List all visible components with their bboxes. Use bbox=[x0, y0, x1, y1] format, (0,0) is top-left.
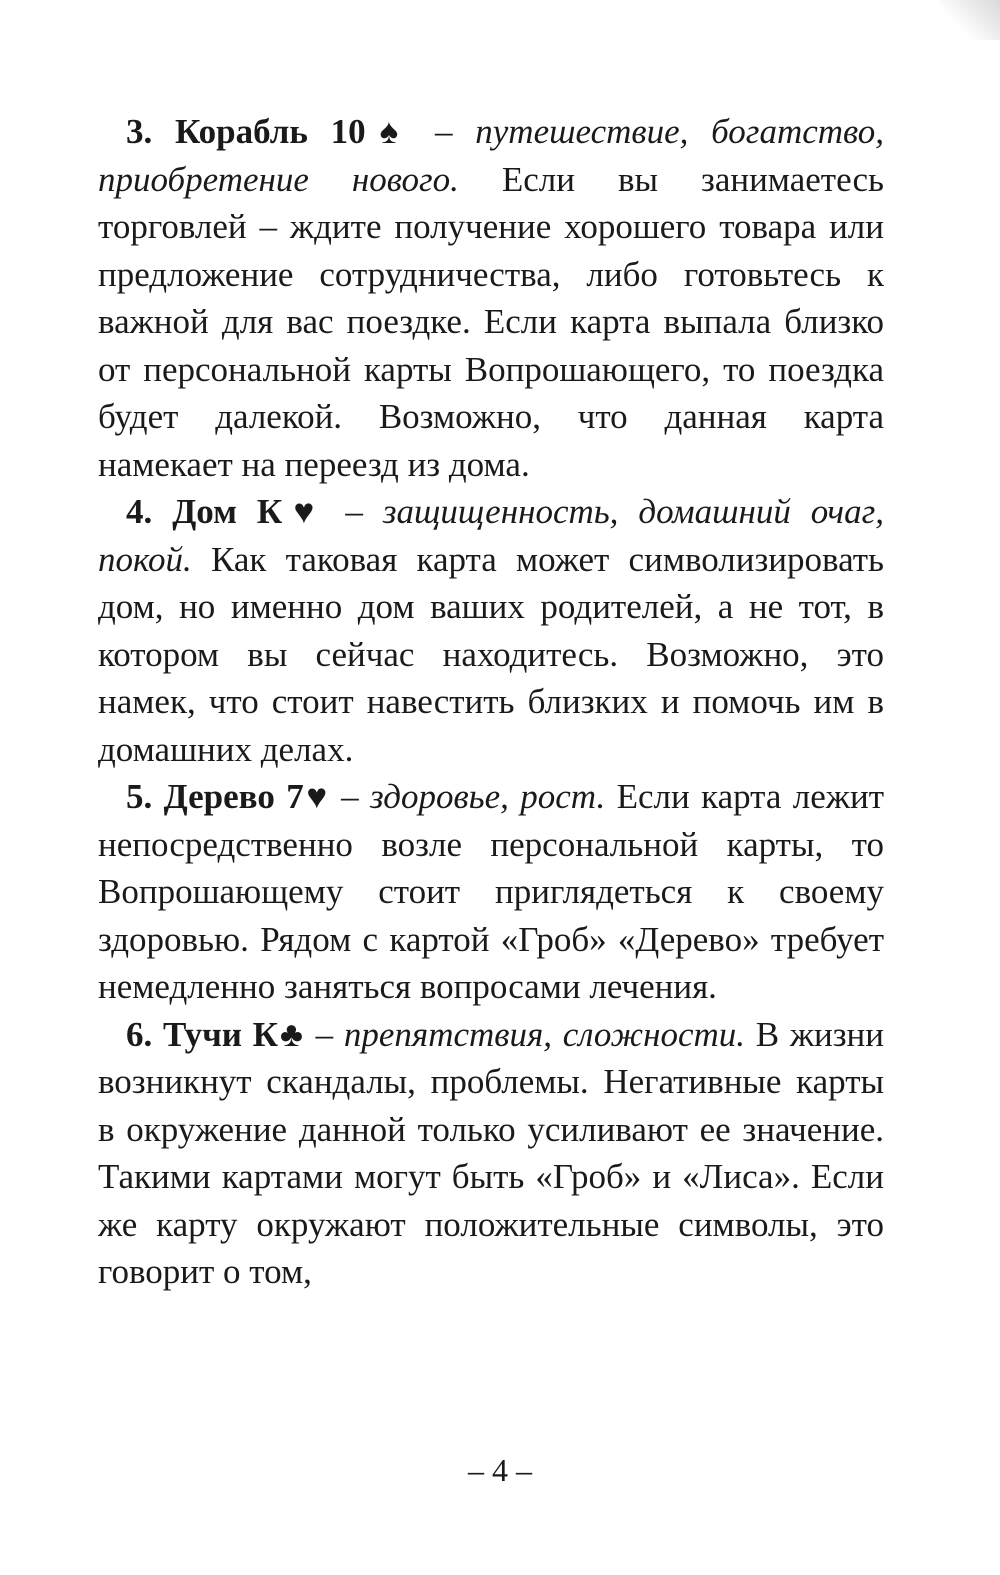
page-body bbox=[98, 108, 884, 1296]
entry-title: 4. Дом К♥ bbox=[126, 492, 326, 531]
entry-text: В жизни возникнут скандалы, проблемы. Негативные карты в окружение данной только усиливают ее значение. Такими картами могут быть «Гроб» и «Лиса». Если же карту окружают положительные символы, это говорит о том, bbox=[98, 1014, 885, 1291]
entry-keywords: здоровье, рост. bbox=[370, 777, 606, 816]
entry-title: 5. Дерево 7♥ bbox=[126, 777, 330, 816]
entry-dash: – bbox=[412, 112, 476, 151]
entry-keywords: защищенность, домашний очаг, покой. bbox=[98, 492, 884, 579]
entry-keywords: путешествие, богатство, приобретение нового. bbox=[98, 112, 885, 199]
entry-text: Если карта лежит непосредственно возле персональной карты, то Вопрошающему стоит приглядеться к своему здоровью. Рядом с картой «Гроб» «Дерево» требует немедленно заняться вопросами лечения. bbox=[98, 777, 885, 1006]
entry-dash: – bbox=[329, 777, 371, 816]
entry-title: 6. Тучи К♣ bbox=[126, 1014, 305, 1054]
page-number: – 4 – bbox=[468, 1452, 532, 1488]
entry-ship bbox=[98, 108, 884, 488]
entry-keywords: препятствия, сложности. bbox=[343, 1014, 746, 1054]
entry-clouds bbox=[98, 1011, 884, 1296]
entry-title: 3. Корабль 10♠ bbox=[126, 112, 413, 151]
entry-dash: – bbox=[304, 1014, 344, 1054]
entry-text: Если вы занимаетесь торговлей – ждите получение хорошего товара или предложение сотрудничества, либо готовьтесь к важной для вас поездке. Если карта выпала близко от персональной карты Вопрошающего, то поездка будет далекой. Возможно, что данная карта намекает на переезд из дома. bbox=[98, 159, 884, 484]
entry-tree bbox=[98, 773, 884, 1011]
entry-dash: – bbox=[325, 492, 383, 531]
entry-house bbox=[98, 488, 884, 773]
entry-text: Как таковая карта может символизировать дом, но именно дом ваших родителей, а не тот, в котором вы сейчас находитесь. Возможно, это намек, что стоит навестить близких и помочь им в домашних делах. bbox=[98, 539, 884, 769]
page-corner-shadow bbox=[940, 0, 1000, 40]
